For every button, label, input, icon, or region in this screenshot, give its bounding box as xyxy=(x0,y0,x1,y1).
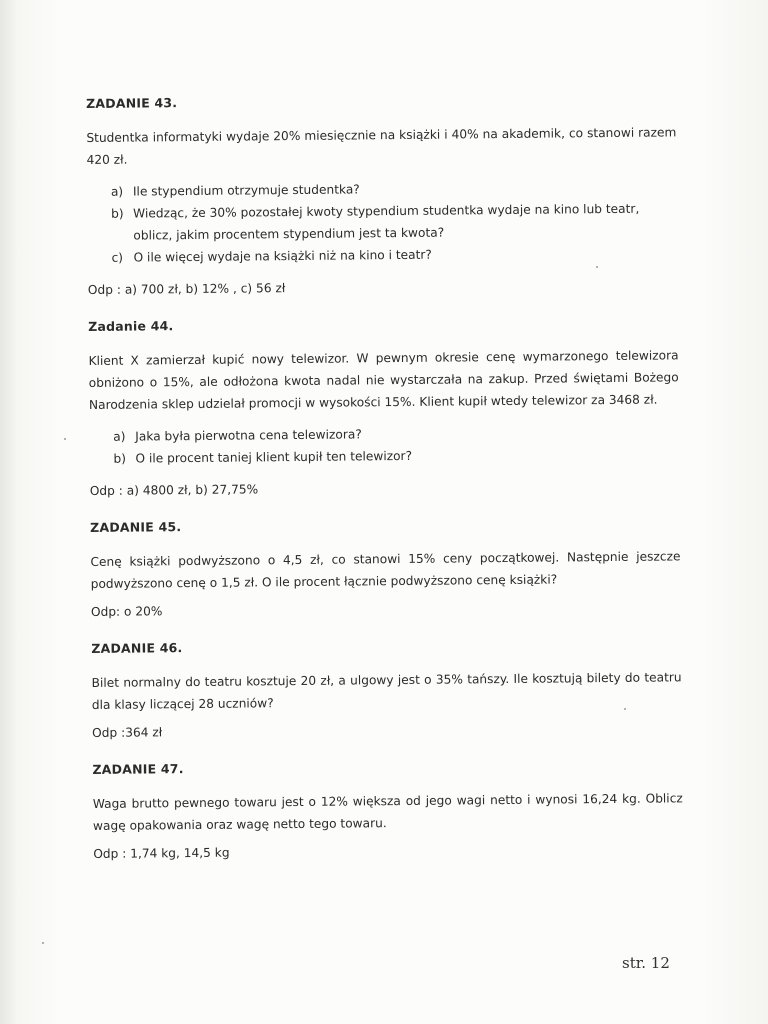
task-text: Klient X zamierzał kupić nowy telewizor. W pewnym okresie cenę wymarzonego telewizora obniżono o 15%, ale odłożona kwota nadal nie wystarczała na zakup. Przed świętami Bożego Narodzenia sklep udzielał promocji w wysokości 15%. Klient kupił wtedy telewizor za 3468 zł. xyxy=(88,348,679,412)
item-marker: a) xyxy=(110,184,124,199)
item-text: O ile procent taniej klient kupił ten telewizor? xyxy=(135,448,413,466)
task-title: ZADANIE 45. xyxy=(90,519,182,535)
item-marker: b) xyxy=(111,206,124,221)
scan-speck xyxy=(624,708,626,710)
question-list xyxy=(89,420,679,470)
task-title: ZADANIE 47. xyxy=(92,761,184,777)
item-text: Ile stypendium otrzymuje studentka? xyxy=(132,182,360,199)
item-text: Jaka była pierwotna cena telewizora? xyxy=(135,427,362,444)
task-46 xyxy=(91,635,682,740)
scan-speck xyxy=(42,942,44,944)
scan-speck xyxy=(64,438,66,440)
task-text: Studentka informatyki wydaje 20% miesięcznie na książki i 40% na akademik, co stanowi razem 420 zł. xyxy=(86,125,677,167)
question-list xyxy=(87,175,678,269)
task-text: Cenę książki podwyższono o 4,5 zł, co stanowi 15% ceny początkowej. Następnie jeszcze podwyższono cenę o 1,5 zł. O ile procent łącznie podwyższono cenę książki? xyxy=(90,549,681,591)
item-text: Wiedząc, że 30% pozostałej kwoty stypendium studentka wydaje na kino lub teatr, oblicz, jakim procentem stypendium jest ta kwota? xyxy=(133,201,640,243)
page-content xyxy=(86,90,684,883)
item-marker: b) xyxy=(113,451,127,466)
task-title: ZADANIE 46. xyxy=(91,640,183,656)
item-marker: c) xyxy=(111,250,124,265)
answer: Odp : a) 4800 zł, b) 27,75% xyxy=(89,482,259,498)
answer: Odp : 1,74 kg, 14,5 kg xyxy=(93,845,230,861)
task-47 xyxy=(92,756,683,861)
task-text: Bilet normalny do teatru kosztuje 20 zł, a ulgowy jest o 35% tańszy. Ile kosztują bilety do teatru dla klasy liczącej 28 uczniów? xyxy=(91,670,682,712)
answer: Odp: o 20% xyxy=(90,604,163,619)
task-44 xyxy=(88,313,680,498)
list-item xyxy=(111,241,677,268)
answer: Odp :364 zł xyxy=(92,725,163,740)
list-item xyxy=(113,442,679,469)
task-45 xyxy=(90,514,681,619)
page-number: str. 12 xyxy=(622,954,670,972)
task-text: Waga brutto pewnego towaru jest o 12% większa od jego wagi netto i wynosi 16,24 kg. Oblicz wagę opakowania oraz wagę netto tego towaru. xyxy=(92,791,683,833)
answer: Odp : a) 700 zł, b) 12% , c) 56 zł xyxy=(87,281,286,297)
task-43 xyxy=(86,90,678,297)
item-text: O ile więcej wydaje na książki niż na kino i teatr? xyxy=(133,247,432,265)
item-marker: a) xyxy=(113,429,126,444)
list-item xyxy=(111,197,677,246)
scan-speck xyxy=(596,266,598,268)
task-title: ZADANIE 43. xyxy=(86,95,178,111)
task-title: Zadanie 44. xyxy=(88,318,174,334)
